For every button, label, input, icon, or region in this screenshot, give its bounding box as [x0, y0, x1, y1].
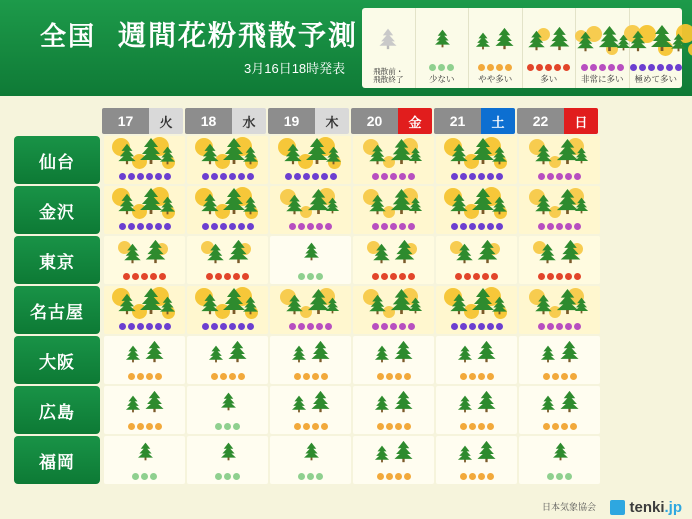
forecast-cell[interactable] — [104, 436, 185, 484]
forecast-cell[interactable] — [270, 436, 351, 484]
pollen-symbol — [104, 136, 185, 184]
legend-symbol — [469, 23, 522, 75]
pollen-symbol — [353, 236, 434, 284]
forecast-cells — [104, 436, 602, 484]
forecast-cell[interactable] — [436, 136, 517, 184]
issued-time: 3月16日18時発表 — [244, 61, 346, 76]
forecast-cell[interactable] — [353, 386, 434, 434]
pollen-symbol — [187, 436, 268, 484]
legend-label: 非常に多い — [580, 74, 624, 85]
forecast-cell[interactable] — [104, 136, 185, 184]
forecast-cell[interactable] — [519, 186, 600, 234]
brand-logo[interactable] — [610, 499, 682, 516]
pollen-symbol — [519, 186, 600, 234]
forecast-cell[interactable] — [187, 236, 268, 284]
city-label-福岡: 福岡 — [14, 436, 100, 484]
pollen-symbol — [104, 286, 185, 334]
pollen-symbol — [630, 23, 683, 75]
pollen-symbol — [187, 186, 268, 234]
pollen-symbol — [519, 386, 600, 434]
pollen-symbol — [270, 386, 351, 434]
forecast-cell[interactable] — [436, 336, 517, 384]
pollen-symbol — [353, 186, 434, 234]
city-label-名古屋: 名古屋 — [14, 286, 100, 334]
day-name: 金 — [398, 108, 432, 134]
legend-symbol — [416, 23, 469, 75]
legend-label: 少ない — [428, 74, 455, 85]
table-row — [0, 286, 692, 334]
legend-symbol — [523, 23, 576, 75]
forecast-cell[interactable] — [104, 336, 185, 384]
forecast-cell[interactable] — [519, 236, 600, 284]
table-row — [0, 436, 692, 484]
forecast-cell[interactable] — [519, 436, 600, 484]
page-title: 週間花粉飛散予測 — [118, 20, 359, 51]
day-name: 土 — [481, 108, 515, 134]
legend-symbol — [630, 23, 683, 75]
forecast-cell[interactable] — [104, 186, 185, 234]
pollen-symbol — [353, 386, 434, 434]
forecast-cell[interactable] — [353, 136, 434, 184]
pollen-symbol — [104, 186, 185, 234]
forecast-cell[interactable] — [436, 386, 517, 434]
pollen-symbol — [270, 136, 351, 184]
city-rows — [0, 136, 692, 486]
pollen-symbol — [436, 336, 517, 384]
legend-item-2 — [469, 8, 523, 88]
forecast-cell[interactable] — [519, 286, 600, 334]
legend-item-0 — [362, 8, 416, 88]
day-number: 20 — [351, 108, 398, 134]
legend-item-1 — [416, 8, 470, 88]
pollen-symbol — [436, 436, 517, 484]
pollen-symbol — [519, 286, 600, 334]
pollen-symbol — [436, 286, 517, 334]
table-row — [0, 186, 692, 234]
pollen-symbol — [104, 236, 185, 284]
pollen-symbol — [519, 136, 600, 184]
forecast-cells — [104, 236, 602, 284]
day-header-17 — [102, 108, 183, 134]
city-label-大阪: 大阪 — [14, 336, 100, 384]
legend-item-4 — [576, 8, 630, 88]
pollen-symbol — [519, 436, 600, 484]
pollen-symbol — [436, 186, 517, 234]
forecast-cell[interactable] — [104, 286, 185, 334]
page-footer — [0, 493, 692, 519]
city-label-広島: 広島 — [14, 386, 100, 434]
brand-suffix: .jp — [664, 499, 682, 516]
day-number: 19 — [268, 108, 315, 134]
pollen-symbol — [270, 186, 351, 234]
pollen-symbol — [270, 336, 351, 384]
day-number: 17 — [102, 108, 149, 134]
forecast-cell[interactable] — [187, 386, 268, 434]
forecast-cells — [104, 186, 602, 234]
pollen-symbol — [436, 136, 517, 184]
pollen-symbol — [519, 236, 600, 284]
pollen-symbol — [576, 23, 629, 75]
city-label-金沢: 金沢 — [14, 186, 100, 234]
forecast-cell[interactable] — [353, 286, 434, 334]
forecast-cell[interactable] — [187, 136, 268, 184]
pollen-symbol — [270, 236, 351, 284]
pollen-symbol — [353, 336, 434, 384]
day-header-19 — [268, 108, 349, 134]
forecast-cell[interactable] — [270, 186, 351, 234]
table-row — [0, 386, 692, 434]
legend-item-5 — [630, 8, 683, 88]
day-name: 火 — [149, 108, 183, 134]
forecast-cell[interactable] — [187, 436, 268, 484]
day-header-21 — [434, 108, 515, 134]
pollen-symbol — [104, 436, 185, 484]
page-header — [0, 0, 692, 96]
forecast-cell[interactable] — [270, 286, 351, 334]
forecast-cell[interactable] — [270, 236, 351, 284]
pollen-symbol — [187, 236, 268, 284]
pollen-symbol — [353, 136, 434, 184]
forecast-cells — [104, 336, 602, 384]
forecast-cell[interactable] — [436, 436, 517, 484]
forecast-cells — [104, 136, 602, 184]
pollen-symbol — [270, 436, 351, 484]
forecast-cell[interactable] — [519, 336, 600, 384]
day-name: 水 — [232, 108, 266, 134]
forecast-cells — [104, 386, 602, 434]
cube-icon — [610, 500, 625, 515]
forecast-cell[interactable] — [104, 386, 185, 434]
table-row — [0, 236, 692, 284]
pollen-symbol — [436, 236, 517, 284]
pollen-symbol — [469, 23, 522, 75]
day-header-18 — [185, 108, 266, 134]
pollen-symbol — [416, 23, 469, 75]
forecast-cells — [104, 286, 602, 334]
legend — [362, 8, 682, 88]
day-number: 21 — [434, 108, 481, 134]
legend-symbol — [576, 23, 629, 75]
table-row — [0, 136, 692, 184]
forecast-cell[interactable] — [519, 136, 600, 184]
forecast-cell[interactable] — [270, 336, 351, 384]
forecast-table — [0, 100, 692, 500]
pollen-symbol — [436, 386, 517, 434]
forecast-cell[interactable] — [436, 236, 517, 284]
legend-symbol — [362, 16, 415, 68]
forecast-cell[interactable] — [353, 336, 434, 384]
pollen-symbol — [519, 336, 600, 384]
forecast-cell[interactable] — [270, 136, 351, 184]
pollen-symbol — [353, 436, 434, 484]
pollen-symbol — [104, 336, 185, 384]
forecast-cell[interactable] — [270, 386, 351, 434]
forecast-cell[interactable] — [436, 186, 517, 234]
region-label: 全国 — [40, 21, 97, 51]
forecast-cell[interactable] — [436, 286, 517, 334]
day-header-22 — [517, 108, 598, 134]
pollen-symbol — [523, 23, 576, 75]
pollen-symbol — [187, 286, 268, 334]
forecast-cell[interactable] — [104, 236, 185, 284]
credit-label: 日本気象協会 — [541, 502, 596, 512]
forecast-cell[interactable] — [353, 436, 434, 484]
pollen-symbol — [362, 16, 415, 68]
pollen-symbol — [353, 286, 434, 334]
day-header-20 — [351, 108, 432, 134]
legend-label: 飛散前・ 飛散終了 — [373, 66, 404, 85]
table-row — [0, 336, 692, 384]
forecast-cell[interactable] — [187, 286, 268, 334]
forecast-cell[interactable] — [519, 386, 600, 434]
city-label-東京: 東京 — [14, 236, 100, 284]
day-name: 日 — [564, 108, 598, 134]
day-number: 22 — [517, 108, 564, 134]
legend-item-3 — [523, 8, 577, 88]
day-name: 木 — [315, 108, 349, 134]
legend-label: 極めて多い — [634, 74, 677, 85]
forecast-cell[interactable] — [187, 186, 268, 234]
forecast-cell[interactable] — [187, 336, 268, 384]
pollen-symbol — [187, 336, 268, 384]
pollen-symbol — [104, 386, 185, 434]
day-header-row — [102, 108, 682, 134]
brand-name: tenki — [629, 499, 665, 516]
pollen-symbol — [187, 386, 268, 434]
forecast-cell[interactable] — [353, 236, 434, 284]
legend-label: やや多い — [478, 74, 513, 85]
forecast-cell[interactable] — [353, 186, 434, 234]
city-label-仙台: 仙台 — [14, 136, 100, 184]
pollen-symbol — [270, 286, 351, 334]
pollen-symbol — [187, 136, 268, 184]
day-number: 18 — [185, 108, 232, 134]
legend-label: 多い — [540, 74, 558, 85]
